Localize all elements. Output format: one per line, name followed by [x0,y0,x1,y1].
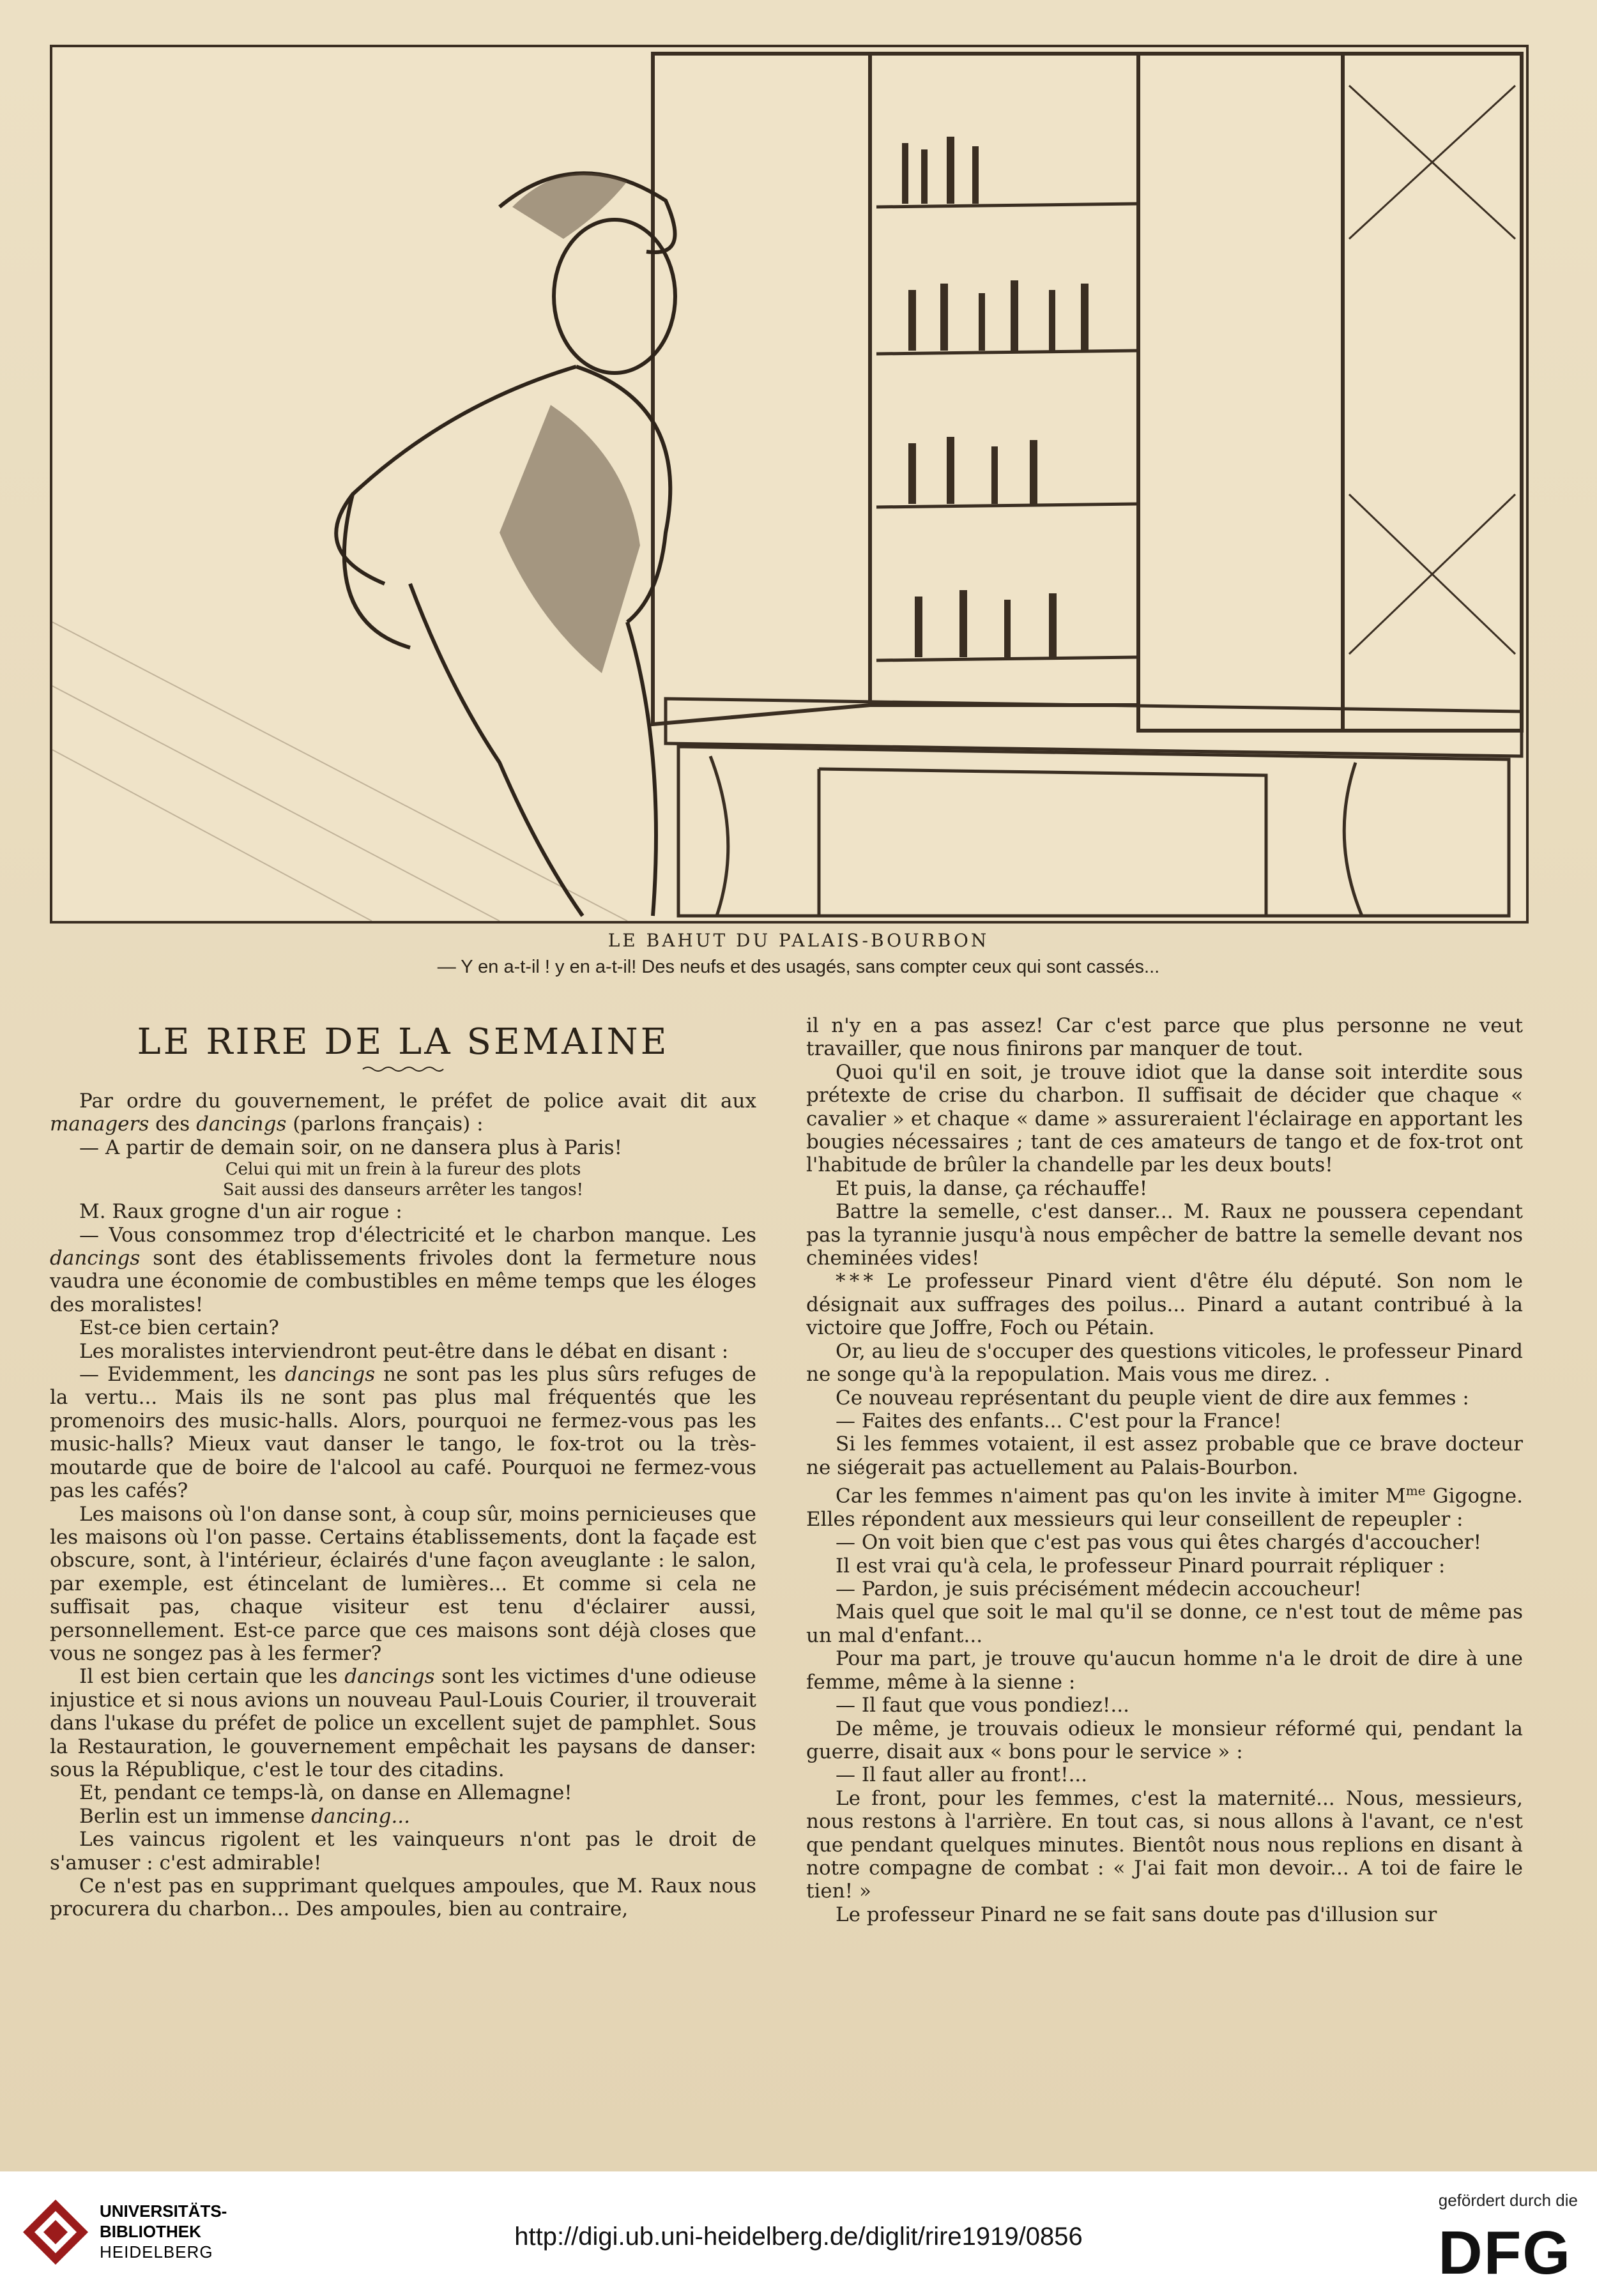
paragraph: — Evidemment, les dancings ne sont pas les plus sûrs refuges de la vertu... Mais ils ne sont pas plus mal fréquentés que les promenoirs des music-halls. Alors, pourquoi ne fermez-vous pas les music-halls? Mieux vaut danser le tango, le fox-trot ou la très-moutarde que de boire de l'alcool au café. Pourquoi ne fermez-vous pas les cafés? [50,1363,756,1503]
article-right-column [806,1014,1523,2068]
paragraph: — Il faut que vous pondiez!... [836,1694,1129,1717]
paragraph: Il est vrai qu'à cela, le professeur Pinard pourrait répliquer : [836,1554,1446,1578]
paragraph: Quoi qu'il en soit, je trouve idiot que la danse soit interdite sous prétexte de crise du charbon. Il suffisait de décider que chaque « cavalier » et chaque « dame » assureraient l'éclairage en apportant les bougies nécessaires ; tant de ces amateurs de tango et de fox-trot ont l'habitude de brûler la chandelle par les deux bouts! [806,1060,1523,1177]
paragraph: De même, je trouvais odieux le monsieur réformé qui, pendant la guerre, disait aux « bons pour le service » : [806,1717,1523,1763]
cartoon-illustration [50,45,1529,924]
headline-ornament [362,1065,445,1073]
paragraph: — Vous consommez trop d'électricité et le charbon manque. Les dancings sont des établissements frivoles dont la fermeture nous vaudra une économie de combustibles en même temps que les éloges des moralistes! [50,1223,756,1316]
paragraph: Ce n'est pas en supprimant quelques ampoules, que M. Raux nous procurera du charbon... Des ampoules, bien au contraire, [50,1874,756,1921]
paragraph: * * * Le professeur Pinard vient d'être élu député. Son nom le désignait aux suffrages des poilus... Pinard a autant contribué à la victoire que Joffre, Foch ou Pétain. [806,1270,1523,1340]
cabinet-drawing [52,47,1526,921]
paragraph: Ce nouveau représentant du peuple vient de dire aux femmes : [836,1386,1469,1410]
paragraph: Battre la semelle, c'est danser... M. Raux ne poussera cependant pas la tyrannie jusqu'à nous empêcher de battre la semelle devant nos cheminées vides! [806,1200,1523,1270]
paragraph: Mais quel que soit le mal qu'il se donne, ce n'est tout de même pas un mal d'enfant... [806,1600,1523,1647]
paragraph: Les vaincus rigolent et les vainqueurs n'ont pas le droit de s'amuser : c'est admirable! [50,1828,756,1874]
paragraph: Pour ma part, je trouve qu'aucun homme n'a le droit de dire à une femme, même à la sienne : [806,1647,1523,1694]
paragraph: Or, au lieu de s'occuper des questions viticoles, le professeur Pinard ne songe qu'à la repopulation. Mais vous me direz. . [806,1339,1523,1387]
paragraph: Il est bien certain que les dancings sont les victimes d'une odieuse injustice et si nous avions un nouveau Paul-Louis Courier, il trouverait dans l'ukase du préfet de police un excellent sujet de pamphlet. Sous la Restauration, le gouvernement empêchait les paysans de danser: sous la République, c'est le tour des citadins. [50,1665,756,1781]
verse-line: Sait aussi des danseurs arrêter les tangos! [222,1180,584,1200]
paragraph: — A partir de demain soir, on ne dansera plus à Paris! [79,1136,622,1159]
verse-line: Celui qui mit un frein à la fureur des plots [225,1160,581,1180]
paragraph: Le front, pour les femmes, c'est la maternité... Nous, messieurs, nous restons à l'arrière. En tout cas, si nous allons à l'avant, ce n'est que pendant quelques minutes. Bientôt nous nous replions en disant à notre compagne de combat : « J'ai fait mon devoir... A toi de faire le tien! » [806,1786,1523,1903]
funding-note: gefördert durch die [1438,2191,1578,2210]
paragraph: Est-ce bien certain? [79,1316,279,1340]
article-left-column [50,1015,756,2069]
asterism: * * * [836,1270,873,1293]
paragraph: Les maisons où l'on danse sont, à coup sûr, moins pernicieuses que les maisons où l'on passe. Certains établissements, dont la façade est obscure, sont, à l'intérieur, éclairés d'une façon aveuglante : le salon, par exemple, est étincelant de lumières... Et comme si cela ne suffisait pas, chaque visiteur est tenu d'éclairer aussi, personnellement. Est-ce parce que ces maisons sont déjà closes que vous ne songez pas à les fermer? [50,1502,756,1665]
paragraph: — Pardon, je suis précisément médecin accoucheur! [836,1578,1362,1601]
paragraph: Car les femmes n'aiment pas qu'on les invite à imiter $M^{me}$ Gigogne. Elles répondent aux messieurs qui leur conseillent de repeupler : [806,1483,1523,1531]
paragraph: — On voit bien que c'est pas vous qui êtes chargés d'accoucher! [836,1531,1482,1555]
paragraph: Les moralistes interviendront peut-être dans le débat en disant : [79,1339,729,1363]
paragraph: — Faites des enfants... C'est pour la France! [836,1409,1282,1433]
paragraph: Berlin est un immense dancing... [79,1804,411,1828]
source-url-link[interactable]: http://digi.ub.uni-heidelberg.de/diglit/rire1919/0856 [514,2223,1083,2251]
paragraph: Si les femmes votaient, il est assez probable que ce brave docteur ne siégerait pas actuellement au Palais-Bourbon. [806,1433,1523,1479]
article-headline: LE RIRE DE LA SEMAINE [137,1021,669,1063]
paragraph: Et puis, la danse, ça réchauffe! [836,1176,1148,1200]
dfg-logo: DFG [1438,2219,1571,2287]
paragraph: M. Raux grogne d'un air rogue : [79,1200,402,1224]
paragraph: Et, pendant ce temps-là, on danse en Allemagne! [79,1781,572,1805]
paragraph: il n'y en a pas assez! Car c'est parce que plus personne ne veut travailler, que nous finirons par manquer de tout. [806,1014,1523,1061]
paragraph: Par ordre du gouvernement, le préfet de police avait dit aux managers des dancings (parlons français) : [50,1090,756,1136]
illustration-caption: — Y en a-t-il ! y en a-t-il! Des neufs et des usagés, sans compter ceux qui sont cassés... [437,957,1160,977]
digitization-footer [0,2171,1597,2296]
paragraph: Le professeur Pinard ne se fait sans doute pas d'illusion sur [836,1903,1437,1926]
paragraph: — Il faut aller au front!... [836,1763,1088,1787]
institution-name: UNIVERSITÄTS- BIBLIOTHEK HEIDELBERG [100,2201,227,2262]
illustration-title: LE BAHUT DU PALAIS-BOURBON [607,930,990,951]
